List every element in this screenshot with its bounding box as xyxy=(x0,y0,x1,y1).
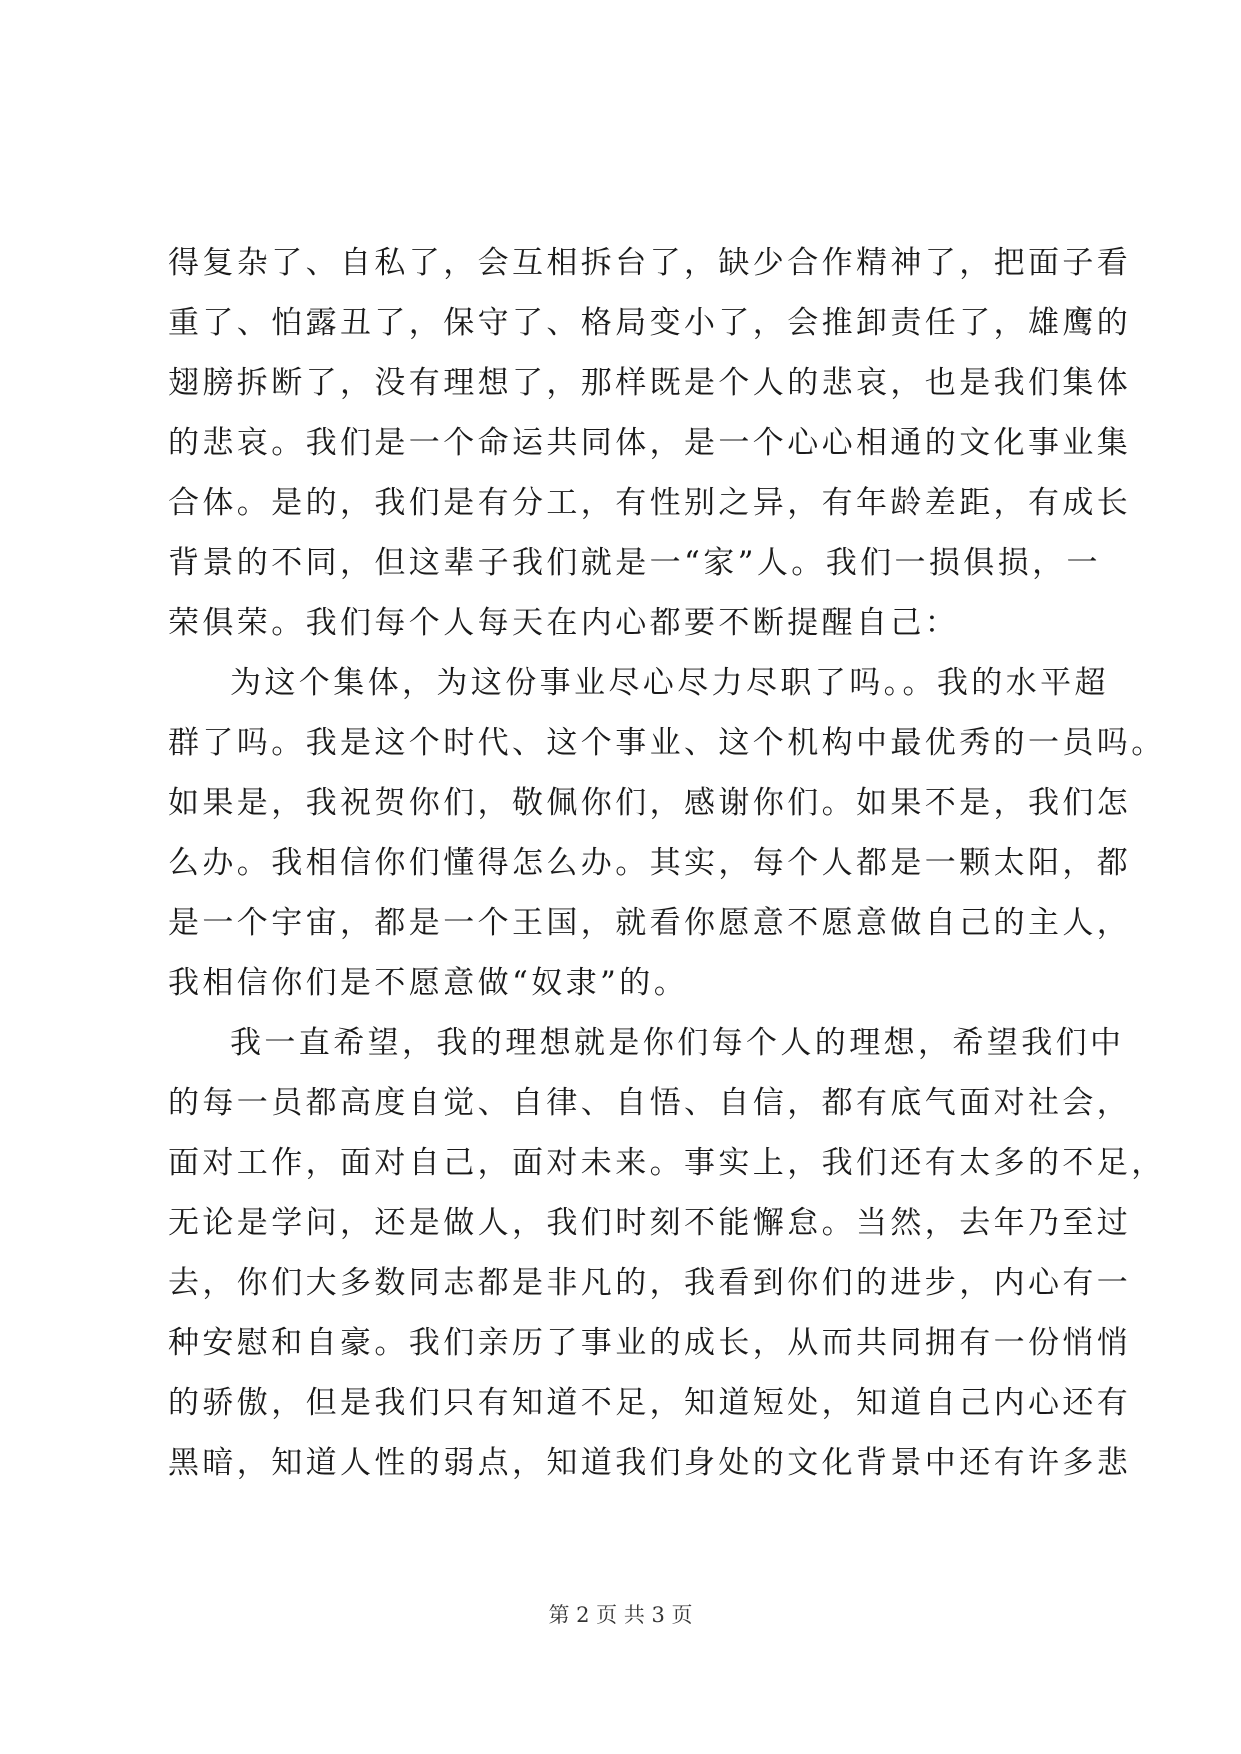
text-line: 背景的不同，但这辈子我们就是一“家”人。我们一损俱损，一 xyxy=(168,545,1101,581)
text-line: 黑暗，知道人性的弱点，知道我们身处的文化背景中还有许多悲 xyxy=(168,1445,1132,1481)
text-line: 的每一员都高度自觉、自律、自悟、自信，都有底气面对社会， xyxy=(168,1085,1132,1121)
text-line: 重了、怕露丑了，保守了、格局变小了，会推卸责任了，雄鹰的 xyxy=(168,305,1132,341)
text-line: 面对工作，面对自己，面对未来。事实上，我们还有太多的不足， xyxy=(168,1145,1166,1181)
text-line: 合体。是的，我们是有分工，有性别之异，有年龄差距，有成长 xyxy=(168,485,1132,521)
text-line: 翅膀拆断了，没有理想了，那样既是个人的悲哀，也是我们集体 xyxy=(168,365,1132,401)
text-line: 种安慰和自豪。我们亲历了事业的成长，从而共同拥有一份悄悄 xyxy=(168,1325,1132,1361)
text-line: 无论是学问，还是做人，我们时刻不能懈怠。当然，去年乃至过 xyxy=(168,1205,1132,1241)
text-line: 荣俱荣。我们每个人每天在内心都要不断提醒自己： xyxy=(168,605,960,641)
text-line: 得复杂了、自私了，会互相拆台了，缺少合作精神了，把面子看 xyxy=(168,245,1132,281)
paragraph-first-line: 为这个集体，为这份事业尽心尽力尽职了吗。。我的水平超 xyxy=(230,665,1109,701)
text-line: 群了吗。我是这个时代、这个事业、这个机构中最优秀的一员吗。 xyxy=(168,725,1166,761)
paragraph-first-line: 我一直希望，我的理想就是你们每个人的理想，希望我们中 xyxy=(230,1025,1125,1061)
text-line: 我相信你们是不愿意做“奴隶”的。 xyxy=(168,965,689,1001)
text-line: 去，你们大多数同志都是非凡的，我看到你们的进步，内心有一 xyxy=(168,1265,1132,1301)
text-line: 的骄傲，但是我们只有知道不足，知道短处，知道自己内心还有 xyxy=(168,1385,1132,1421)
text-line: 的悲哀。我们是一个命运共同体，是一个心心相通的文化事业集 xyxy=(168,425,1132,461)
text-line: 如果是，我祝贺你们，敬佩你们，感谢你们。如果不是，我们怎 xyxy=(168,785,1132,821)
page-number-footer: 第 2 页 共 3 页 xyxy=(548,1603,693,1627)
text-line: 是一个宇宙，都是一个王国，就看你愿意不愿意做自己的主人， xyxy=(168,905,1132,941)
text-line: 么办。我相信你们懂得怎么办。其实，每个人都是一颗太阳，都 xyxy=(168,845,1132,881)
